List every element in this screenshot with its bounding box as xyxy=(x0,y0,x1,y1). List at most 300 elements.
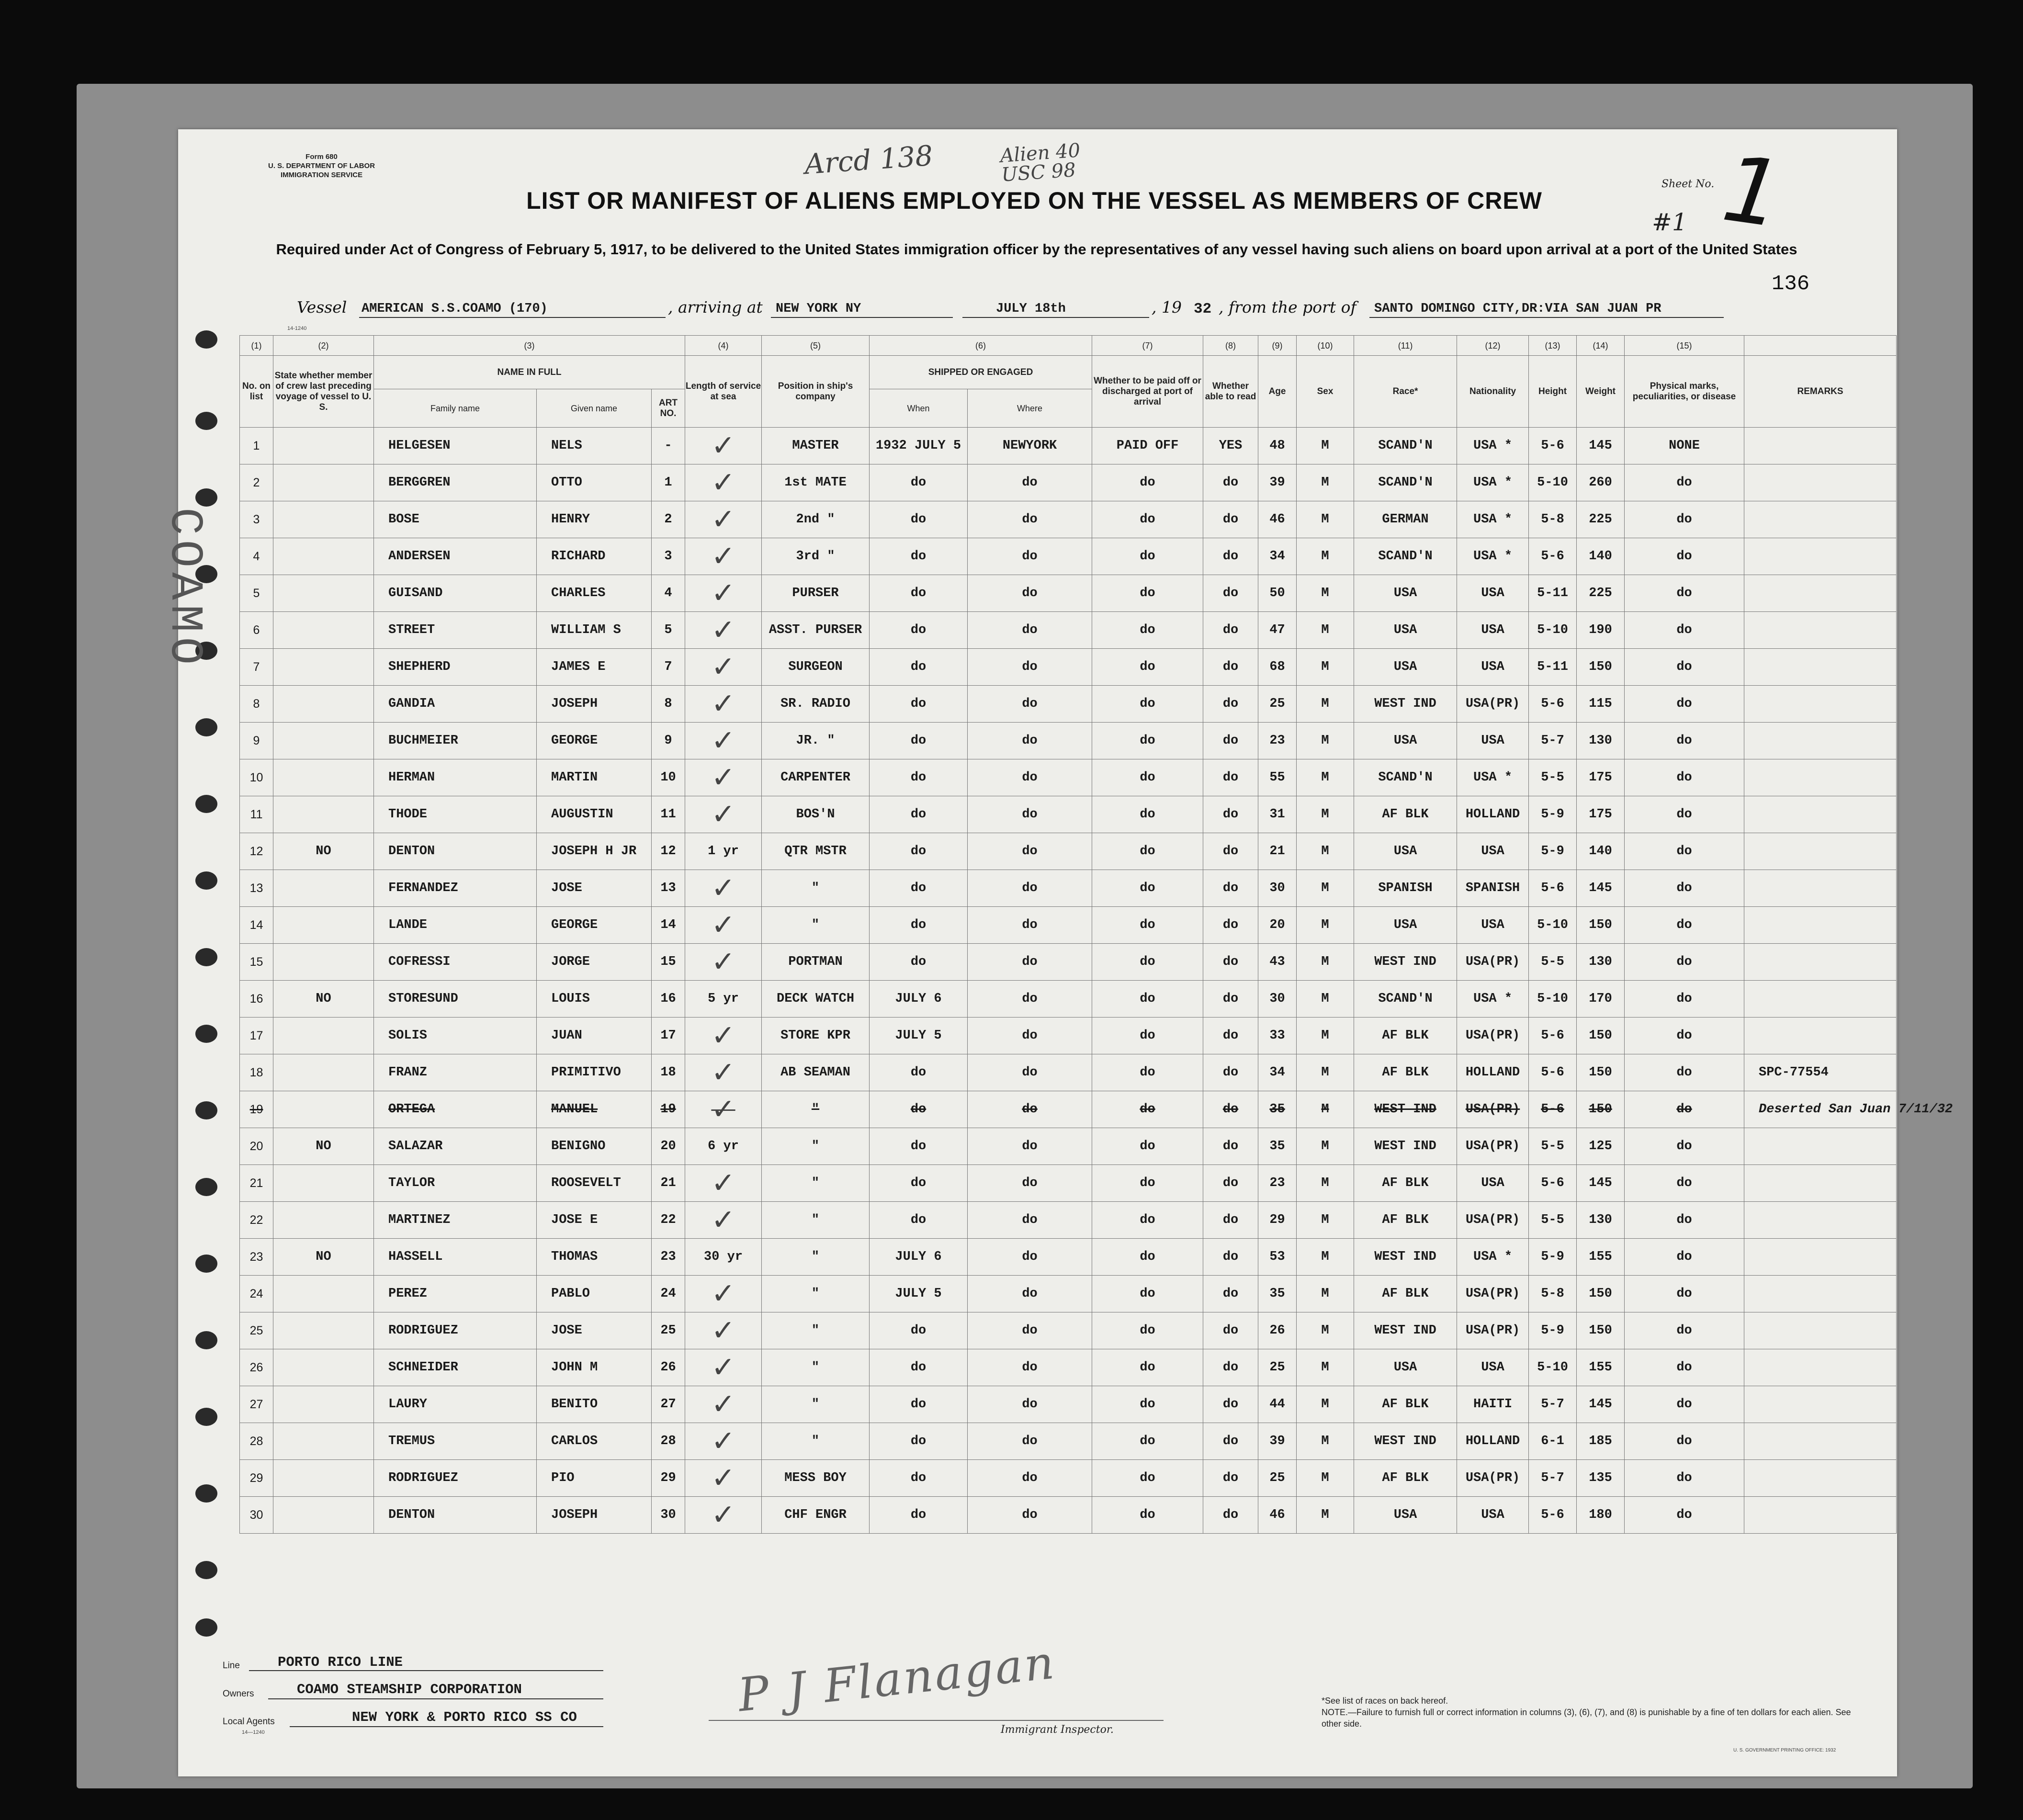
sex-cell: M xyxy=(1297,833,1354,870)
service-length-cell: ✓ xyxy=(685,464,762,501)
position-cell: " xyxy=(762,1091,870,1128)
remarks-cell xyxy=(1744,1202,1897,1239)
previous-voyage-cell: NO xyxy=(273,1239,374,1276)
shipped-where-cell: do xyxy=(968,1497,1092,1534)
shipped-when-cell: do xyxy=(870,870,968,907)
race-cell: AF BLK xyxy=(1354,1276,1457,1312)
weight-cell: 225 xyxy=(1577,501,1625,538)
shipped-when-cell: do xyxy=(870,944,968,981)
remarks-cell xyxy=(1744,981,1897,1017)
col-num-9: (9) xyxy=(1258,336,1297,356)
shipped-where-cell: do xyxy=(968,833,1092,870)
sex-cell: M xyxy=(1297,612,1354,649)
art-no-cell: 20 xyxy=(652,1128,685,1165)
no-cell: 18 xyxy=(240,1054,273,1091)
sex-cell: M xyxy=(1297,538,1354,575)
age-cell: 68 xyxy=(1258,649,1297,686)
age-cell: 23 xyxy=(1258,723,1297,759)
table-row xyxy=(240,1054,1897,1091)
no-cell: 7 xyxy=(240,649,273,686)
given-name-cell: BENIGNO xyxy=(537,1128,652,1165)
given-name-cell: JUAN xyxy=(537,1017,652,1054)
previous-voyage-cell xyxy=(273,870,374,907)
given-name-cell: LOUIS xyxy=(537,981,652,1017)
age-cell: 33 xyxy=(1258,1017,1297,1054)
given-name-cell: RICHARD xyxy=(537,538,652,575)
sex-cell: M xyxy=(1297,1386,1354,1423)
age-cell: 34 xyxy=(1258,538,1297,575)
col-num-7: (7) xyxy=(1092,336,1203,356)
col-num-6: (6) xyxy=(870,336,1092,356)
art-no-cell: 15 xyxy=(652,944,685,981)
race-cell: WEST IND xyxy=(1354,1128,1457,1165)
weight-cell: 185 xyxy=(1577,1423,1625,1460)
race-cell: WEST IND xyxy=(1354,1423,1457,1460)
shipped-where-cell: do xyxy=(968,981,1092,1017)
shipped-when-cell: JULY 5 xyxy=(870,1276,968,1312)
year-suffix: 32 xyxy=(1194,301,1212,317)
physical-marks-cell: do xyxy=(1625,1386,1744,1423)
table-row xyxy=(240,1091,1897,1128)
given-name-cell: CHARLES xyxy=(537,575,652,612)
given-name-cell: JAMES E xyxy=(537,649,652,686)
remarks-cell xyxy=(1744,833,1897,870)
table-row xyxy=(240,1386,1897,1423)
shipped-when-cell: 1932 JULY 5 xyxy=(870,428,968,464)
position-cell: CHF ENGR xyxy=(762,1497,870,1534)
shipped-where-cell: do xyxy=(968,649,1092,686)
nationality-cell: SPANISH xyxy=(1457,870,1529,907)
race-cell: USA xyxy=(1354,833,1457,870)
paid-off-cell: do xyxy=(1092,944,1203,981)
height-cell: 5-5 xyxy=(1529,759,1577,796)
shipped-where-cell: do xyxy=(968,944,1092,981)
previous-voyage-cell xyxy=(273,1091,374,1128)
no-cell: 17 xyxy=(240,1017,273,1054)
service-length-cell: ✓ xyxy=(685,1017,762,1054)
table-row xyxy=(240,723,1897,759)
table-row xyxy=(240,1165,1897,1202)
footnote-races: *See list of races on back hereof. xyxy=(1322,1696,1448,1706)
table-row xyxy=(240,428,1897,464)
service-length-cell: ✓ xyxy=(685,1312,762,1349)
shipped-where-cell: do xyxy=(968,612,1092,649)
paid-off-cell: do xyxy=(1092,1423,1203,1460)
nationality-cell: USA(PR) xyxy=(1457,1276,1529,1312)
weight-cell: 125 xyxy=(1577,1128,1625,1165)
physical-marks-cell: NONE xyxy=(1625,428,1744,464)
paid-off-cell: do xyxy=(1092,1165,1203,1202)
sex-cell: M xyxy=(1297,870,1354,907)
position-cell: MASTER xyxy=(762,428,870,464)
given-name-cell: JOSEPH H JR xyxy=(537,833,652,870)
height-cell: 5-7 xyxy=(1529,723,1577,759)
service-length-cell: ✓ xyxy=(685,575,762,612)
nationality-cell: USA * xyxy=(1457,981,1529,1017)
race-cell: AF BLK xyxy=(1354,1386,1457,1423)
weight-cell: 260 xyxy=(1577,464,1625,501)
col-header-shipped-or-engaged: SHIPPED OR ENGAGED xyxy=(870,356,1092,389)
col-header-able-to-read: Whether able to read xyxy=(1203,356,1258,428)
no-cell: 3 xyxy=(240,501,273,538)
previous-voyage-cell: NO xyxy=(273,1128,374,1165)
remarks-cell xyxy=(1744,1017,1897,1054)
col-num-10: (10) xyxy=(1297,336,1354,356)
col-header-family-name: Family name xyxy=(374,389,537,428)
sex-cell: M xyxy=(1297,686,1354,723)
position-cell: AB SEAMAN xyxy=(762,1054,870,1091)
physical-marks-cell: do xyxy=(1625,796,1744,833)
physical-marks-cell: do xyxy=(1625,1017,1744,1054)
family-name-cell: DENTON xyxy=(374,1497,537,1534)
col-header-nationality: Nationality xyxy=(1457,356,1529,428)
col-header-position: Position in ship's company xyxy=(762,356,870,428)
nationality-cell: USA xyxy=(1457,1349,1529,1386)
physical-marks-cell: do xyxy=(1625,575,1744,612)
weight-cell: 140 xyxy=(1577,538,1625,575)
given-name-cell: GEORGE xyxy=(537,907,652,944)
footnotes xyxy=(1322,1695,1853,1730)
physical-marks-cell: do xyxy=(1625,870,1744,907)
remarks-cell xyxy=(1744,1497,1897,1534)
age-cell: 43 xyxy=(1258,944,1297,981)
race-cell: WEST IND xyxy=(1354,1091,1457,1128)
shipped-where-cell: do xyxy=(968,1091,1092,1128)
remarks-cell xyxy=(1744,759,1897,796)
previous-voyage-cell xyxy=(273,759,374,796)
no-cell: 4 xyxy=(240,538,273,575)
art-no-cell: 22 xyxy=(652,1202,685,1239)
nationality-cell: USA xyxy=(1457,1497,1529,1534)
physical-marks-cell: do xyxy=(1625,723,1744,759)
height-cell: 5-9 xyxy=(1529,796,1577,833)
family-name-cell: RODRIGUEZ xyxy=(374,1460,537,1497)
col-num-12: (12) xyxy=(1457,336,1529,356)
shipped-when-cell: do xyxy=(870,612,968,649)
shipped-when-cell: do xyxy=(870,1349,968,1386)
nationality-cell: HOLLAND xyxy=(1457,796,1529,833)
paid-off-cell: do xyxy=(1092,796,1203,833)
sheet-number-extra: #1 xyxy=(1652,208,1687,236)
shipped-when-cell: do xyxy=(870,501,968,538)
height-cell: 5-9 xyxy=(1529,1312,1577,1349)
paid-off-cell: do xyxy=(1092,1460,1203,1497)
arrival-date: JULY 18th xyxy=(996,302,1066,316)
no-cell: 14 xyxy=(240,907,273,944)
no-cell: 9 xyxy=(240,723,273,759)
remarks-cell xyxy=(1744,575,1897,612)
position-cell: STORE KPR xyxy=(762,1017,870,1054)
position-cell: " xyxy=(762,1276,870,1312)
no-cell: 10 xyxy=(240,759,273,796)
nationality-cell: USA(PR) xyxy=(1457,1460,1529,1497)
inspector-signature: P J Flanagan xyxy=(735,1635,1059,1722)
family-name-cell: PEREZ xyxy=(374,1276,537,1312)
handwritten-note-alien-line2: USC 98 xyxy=(1000,159,1077,186)
height-cell: 5-9 xyxy=(1529,833,1577,870)
sex-cell: M xyxy=(1297,1054,1354,1091)
service-length-cell: ✓ xyxy=(685,870,762,907)
remarks-cell xyxy=(1744,796,1897,833)
nationality-cell: USA(PR) xyxy=(1457,944,1529,981)
previous-voyage-cell xyxy=(273,428,374,464)
no-cell: 5 xyxy=(240,575,273,612)
nationality-cell: USA xyxy=(1457,612,1529,649)
able-to-read-cell: do xyxy=(1203,870,1258,907)
position-cell: " xyxy=(762,907,870,944)
service-length-cell: ✓ xyxy=(685,649,762,686)
shipped-when-cell: do xyxy=(870,1386,968,1423)
paid-off-cell: do xyxy=(1092,1349,1203,1386)
nationality-cell: USA * xyxy=(1457,1239,1529,1276)
side-stamp: COAMO xyxy=(158,508,211,670)
able-to-read-cell: do xyxy=(1203,1312,1258,1349)
no-cell: 22 xyxy=(240,1202,273,1239)
height-cell: 5-10 xyxy=(1529,981,1577,1017)
col-header-length-of-service: Length of service at sea xyxy=(685,356,762,428)
inspector-signature-line xyxy=(709,1720,1164,1721)
handwritten-note-alien xyxy=(999,141,1082,184)
art-no-cell: 19 xyxy=(652,1091,685,1128)
age-cell: 34 xyxy=(1258,1054,1297,1091)
art-no-cell: - xyxy=(652,428,685,464)
remarks-cell xyxy=(1744,538,1897,575)
physical-marks-cell: do xyxy=(1625,1239,1744,1276)
nationality-cell: USA xyxy=(1457,907,1529,944)
art-no-cell: 4 xyxy=(652,575,685,612)
family-name-cell: STREET xyxy=(374,612,537,649)
table-row xyxy=(240,944,1897,981)
age-cell: 55 xyxy=(1258,759,1297,796)
weight-cell: 135 xyxy=(1577,1460,1625,1497)
previous-voyage-cell xyxy=(273,464,374,501)
able-to-read-cell: do xyxy=(1203,1460,1258,1497)
sex-cell: M xyxy=(1297,464,1354,501)
table-row xyxy=(240,796,1897,833)
sex-cell: M xyxy=(1297,1276,1354,1312)
table-row xyxy=(240,686,1897,723)
shipped-where-cell: do xyxy=(968,1054,1092,1091)
race-cell: USA xyxy=(1354,1497,1457,1534)
service-length-cell: ✓ xyxy=(685,907,762,944)
shipped-where-cell: do xyxy=(968,1202,1092,1239)
service-length-cell: ✓ xyxy=(685,944,762,981)
family-name-cell: SHEPHERD xyxy=(374,649,537,686)
col-header-no-on-list: No. on list xyxy=(240,356,273,428)
family-name-cell: RODRIGUEZ xyxy=(374,1312,537,1349)
sex-cell: M xyxy=(1297,1349,1354,1386)
no-cell: 28 xyxy=(240,1423,273,1460)
given-name-cell: PABLO xyxy=(537,1276,652,1312)
shipped-when-cell: do xyxy=(870,538,968,575)
art-no-cell: 28 xyxy=(652,1423,685,1460)
service-length-cell: ✓ xyxy=(685,1165,762,1202)
table-row xyxy=(240,833,1897,870)
art-no-cell: 12 xyxy=(652,833,685,870)
shipped-where-cell: NEWYORK xyxy=(968,428,1092,464)
remarks-cell xyxy=(1744,944,1897,981)
shipped-where-cell: do xyxy=(968,501,1092,538)
able-to-read-cell: do xyxy=(1203,464,1258,501)
height-cell: 5-7 xyxy=(1529,1386,1577,1423)
sex-cell: M xyxy=(1297,575,1354,612)
weight-cell: 130 xyxy=(1577,723,1625,759)
position-cell: " xyxy=(762,870,870,907)
height-cell: 6-1 xyxy=(1529,1423,1577,1460)
physical-marks-cell: do xyxy=(1625,1349,1744,1386)
age-cell: 47 xyxy=(1258,612,1297,649)
no-cell: 23 xyxy=(240,1239,273,1276)
remarks-cell xyxy=(1744,1312,1897,1349)
given-name-cell: CARLOS xyxy=(537,1423,652,1460)
weight-cell: 150 xyxy=(1577,1054,1625,1091)
service-length-cell: ✓ xyxy=(685,428,762,464)
handwritten-note-arcd: Arcd 138 xyxy=(803,139,934,181)
no-cell: 30 xyxy=(240,1497,273,1534)
physical-marks-cell: do xyxy=(1625,1091,1744,1128)
given-name-cell: WILLIAM S xyxy=(537,612,652,649)
remarks-cell xyxy=(1744,649,1897,686)
able-to-read-cell: do xyxy=(1203,686,1258,723)
age-cell: 26 xyxy=(1258,1312,1297,1349)
family-name-cell: STORESUND xyxy=(374,981,537,1017)
sex-cell: M xyxy=(1297,1165,1354,1202)
art-no-cell: 23 xyxy=(652,1239,685,1276)
art-no-cell: 11 xyxy=(652,796,685,833)
nationality-cell: USA * xyxy=(1457,428,1529,464)
able-to-read-cell: do xyxy=(1203,1202,1258,1239)
nationality-cell: USA(PR) xyxy=(1457,1091,1529,1128)
sex-cell: M xyxy=(1297,1312,1354,1349)
col-num-2: (2) xyxy=(273,336,374,356)
service-length-cell: ✓ xyxy=(685,1054,762,1091)
table-row xyxy=(240,1423,1897,1460)
form-code: 14-1240 xyxy=(287,326,307,331)
paid-off-cell: do xyxy=(1092,1312,1203,1349)
col-num-14: (14) xyxy=(1577,336,1625,356)
given-name-cell: PRIMITIVO xyxy=(537,1054,652,1091)
nationality-cell: HOLLAND xyxy=(1457,1054,1529,1091)
agents-underline xyxy=(290,1726,603,1727)
art-no-cell: 2 xyxy=(652,501,685,538)
family-name-cell: HELGESEN xyxy=(374,428,537,464)
weight-cell: 190 xyxy=(1577,612,1625,649)
art-no-cell: 16 xyxy=(652,981,685,1017)
shipped-when-cell: do xyxy=(870,686,968,723)
previous-voyage-cell xyxy=(273,501,374,538)
form-number xyxy=(268,152,375,180)
art-no-cell: 3 xyxy=(652,538,685,575)
weight-cell: 170 xyxy=(1577,981,1625,1017)
shipped-where-cell: do xyxy=(968,575,1092,612)
no-cell: 12 xyxy=(240,833,273,870)
family-name-cell: BUCHMEIER xyxy=(374,723,537,759)
previous-voyage-cell xyxy=(273,1017,374,1054)
no-cell: 15 xyxy=(240,944,273,981)
family-name-cell: BERGGREN xyxy=(374,464,537,501)
weight-cell: 150 xyxy=(1577,1276,1625,1312)
paid-off-cell: do xyxy=(1092,981,1203,1017)
height-cell: 5-6 xyxy=(1529,538,1577,575)
arriving-label: , arriving at xyxy=(668,298,763,317)
no-cell: 19 xyxy=(240,1091,273,1128)
no-cell: 2 xyxy=(240,464,273,501)
height-cell: 5-6 xyxy=(1529,1054,1577,1091)
service-length-cell: ✓ xyxy=(685,1349,762,1386)
position-cell: MESS BOY xyxy=(762,1460,870,1497)
given-name-cell: AUGUSTIN xyxy=(537,796,652,833)
shipped-where-cell: do xyxy=(968,1423,1092,1460)
given-name-cell: JOSEPH xyxy=(537,1497,652,1534)
able-to-read-cell: do xyxy=(1203,1386,1258,1423)
given-name-cell: NELS xyxy=(537,428,652,464)
art-no-cell: 1 xyxy=(652,464,685,501)
sex-cell: M xyxy=(1297,1423,1354,1460)
art-no-cell: 24 xyxy=(652,1276,685,1312)
art-no-cell: 8 xyxy=(652,686,685,723)
nationality-cell: HAITI xyxy=(1457,1386,1529,1423)
agents-code: 14—1240 xyxy=(242,1730,265,1735)
race-cell: AF BLK xyxy=(1354,1017,1457,1054)
sex-cell: M xyxy=(1297,796,1354,833)
race-cell: AF BLK xyxy=(1354,1202,1457,1239)
physical-marks-cell: do xyxy=(1625,1460,1744,1497)
paid-off-cell: do xyxy=(1092,833,1203,870)
service-length-cell: ✓ xyxy=(685,796,762,833)
vessel-name-underline xyxy=(359,317,666,318)
shipped-when-cell: do xyxy=(870,1202,968,1239)
sex-cell: M xyxy=(1297,428,1354,464)
given-name-cell: JOSEPH xyxy=(537,686,652,723)
nationality-cell: USA(PR) xyxy=(1457,686,1529,723)
service-length-cell: ✓ xyxy=(685,723,762,759)
service-length-cell: ✓ xyxy=(685,1276,762,1312)
race-cell: USA xyxy=(1354,723,1457,759)
shipped-when-cell: do xyxy=(870,575,968,612)
nationality-cell: HOLLAND xyxy=(1457,1423,1529,1460)
table-row xyxy=(240,1312,1897,1349)
nationality-cell: USA xyxy=(1457,1165,1529,1202)
position-cell: " xyxy=(762,1423,870,1460)
table-row xyxy=(240,870,1897,907)
col-header-previous-voyage: State whether member of crew last preceding voyage of vessel to U. S. xyxy=(273,356,374,428)
age-cell: 21 xyxy=(1258,833,1297,870)
family-name-cell: TAYLOR xyxy=(374,1165,537,1202)
sex-cell: M xyxy=(1297,981,1354,1017)
physical-marks-cell: do xyxy=(1625,1312,1744,1349)
service-length-cell: ✓ xyxy=(685,1091,762,1128)
family-name-cell: TREMUS xyxy=(374,1423,537,1460)
previous-voyage-cell xyxy=(273,686,374,723)
remarks-cell xyxy=(1744,428,1897,464)
height-cell: 5-8 xyxy=(1529,1276,1577,1312)
no-cell: 27 xyxy=(240,1386,273,1423)
weight-cell: 140 xyxy=(1577,833,1625,870)
sex-cell: M xyxy=(1297,1091,1354,1128)
paid-off-cell: do xyxy=(1092,1276,1203,1312)
previous-voyage-cell xyxy=(273,1349,374,1386)
given-name-cell: JOSE E xyxy=(537,1202,652,1239)
position-cell: SURGEON xyxy=(762,649,870,686)
paid-off-cell: do xyxy=(1092,686,1203,723)
no-cell: 13 xyxy=(240,870,273,907)
position-cell: JR. " xyxy=(762,723,870,759)
age-cell: 30 xyxy=(1258,981,1297,1017)
column-title-row xyxy=(240,356,1897,389)
no-cell: 8 xyxy=(240,686,273,723)
remarks-cell xyxy=(1744,723,1897,759)
paid-off-cell: do xyxy=(1092,1202,1203,1239)
